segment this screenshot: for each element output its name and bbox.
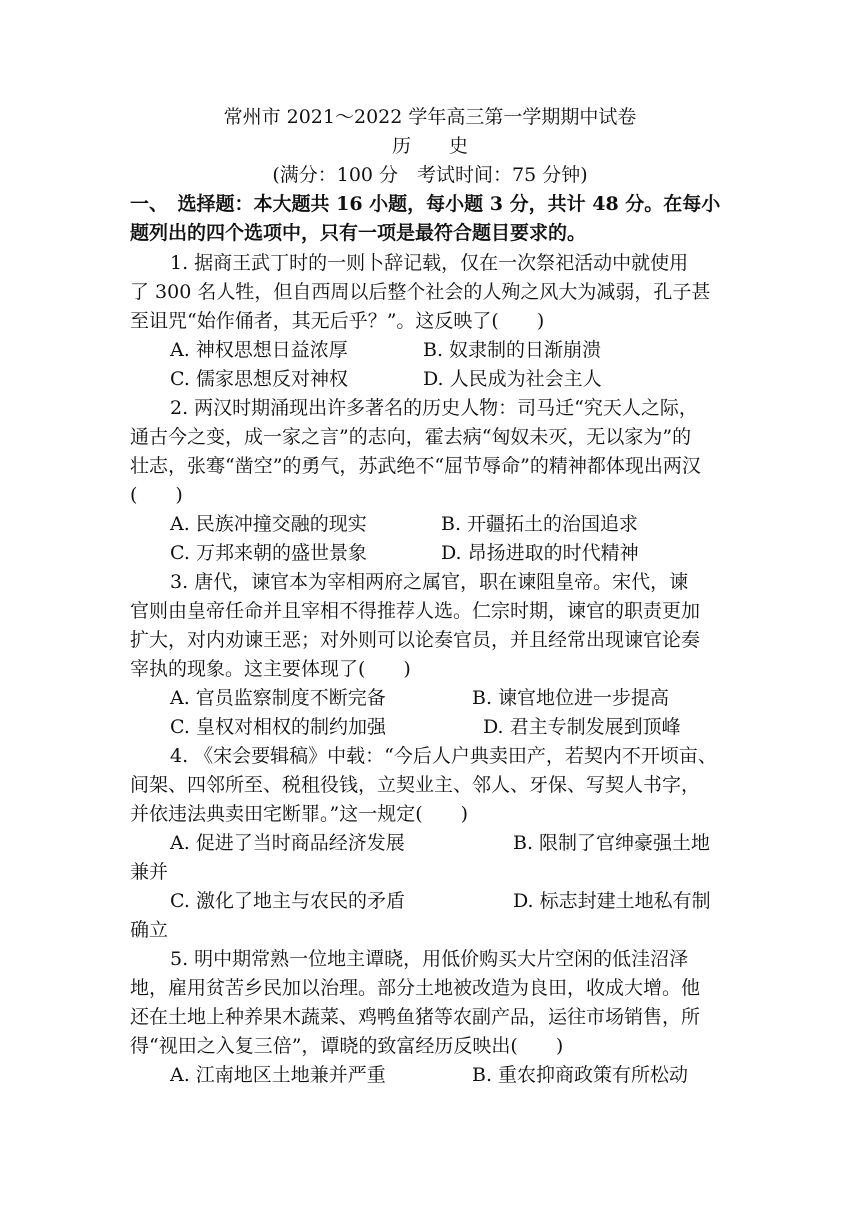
q4-stem-line1: 4. 《宋会要辑稿》中载：“今后人户典卖田产，若契内不开顷亩、: [170, 745, 717, 767]
q3-option-a: A. 官员监察制度不断完备: [170, 687, 386, 709]
q2-stem-line1: 2. 两汉时期涌现出许多著名的历史人物：司马迁“究天人之际，: [170, 397, 698, 419]
q1-option-a: A. 神权思想日益浓厚: [170, 339, 348, 361]
q4-option-c: C. 激化了地主与农民的矛盾: [170, 890, 405, 912]
q1-stem-line1: 1. 据商王武丁时的一则卜辞记载，仅在一次祭祀活动中就使用: [170, 252, 689, 274]
subject-title: 历 史: [391, 135, 468, 157]
q2-stem-line4: ( ): [130, 484, 183, 506]
q3-stem-line1: 3. 唐代，谏官本为宰相两府之属官，职在谏阻皇帝。宋代，谏: [170, 571, 689, 593]
section-heading-line1: 一、 选择题：本大题共 16 小题，每小题 3 分，共计 48 分。在每小: [130, 193, 721, 215]
q4-stem-line2: 间架、四邻所至、税租役钱，立契业主、邻人、牙保、写契人书字，: [130, 774, 701, 796]
q5-option-a: A. 江南地区土地兼并严重: [170, 1064, 386, 1086]
q2-option-c: C. 万邦来朝的盛世景象: [170, 542, 367, 564]
q2-stem-line3: 壮志，张骞“凿空”的勇气，苏武绝不“屈节辱命”的精神都体现出两汉: [130, 455, 701, 477]
q3-option-d: D. 君主专制发展到顶峰: [483, 716, 681, 738]
q3-stem-line2: 官则由皇帝任命并且宰相不得推荐人选。仁宗时期，谏官的职责更加: [130, 600, 701, 622]
q4-option-b: B. 限制了官绅豪强土地: [513, 832, 711, 854]
q5-stem-line2: 地，雇用贫苦乡民加以治理。部分土地被改造为良田，收成大增。他: [130, 977, 701, 999]
q5-stem-line1: 5. 明中期常熟一位地主谭晓，用低价购买大片空闲的低洼沼泽: [170, 948, 689, 970]
q3-stem-line3: 扩大，对内劝谏王恶；对外则可以论奏官员，并且经常出现谏官论奏: [130, 629, 701, 651]
q4-option-d-continued: 确立: [130, 919, 169, 941]
q1-option-b: B. 奴隶制的日渐崩溃: [423, 339, 602, 361]
q1-stem-line2: 了 300 名人牲，但自西周以后整个社会的人殉之风大为减弱，孔子甚: [130, 281, 711, 303]
q5-stem-line3: 还在土地上种养果木蔬菜、鸡鸭鱼猪等农副产品，运往市场销售，所: [130, 1006, 701, 1028]
q2-option-b: B. 开疆拓土的治国追求: [441, 513, 639, 535]
q2-stem-line2: 通古今之变，成一家之言”的志向，霍去病“匈奴未灭，无以家为”的: [130, 426, 692, 448]
q2-option-a: A. 民族冲撞交融的现实: [170, 513, 367, 535]
q3-stem-line4: 宰执的现象。这主要体现了( ): [130, 658, 411, 680]
q1-stem-line3: 至诅咒“始作俑者，其无后乎？”。这反映了( ): [130, 310, 545, 332]
q3-option-b: B. 谏官地位进一步提高: [472, 687, 670, 709]
q1-option-c: C. 儒家思想反对神权: [170, 368, 348, 390]
q1-option-d: D. 人民成为社会主人: [423, 368, 602, 390]
q4-option-d: D. 标志封建土地私有制: [513, 890, 711, 912]
q4-option-a: A. 促进了当时商品经济发展: [170, 832, 405, 854]
q4-option-b-continued: 兼并: [130, 861, 169, 883]
exam-meta: (满分：100 分 考试时间：75 分钟): [272, 164, 588, 186]
q5-stem-line4: 得“视田之入复三倍”，谭晓的致富经历反映出( ): [130, 1035, 564, 1057]
exam-title: 常州市 2021～2022 学年高三第一学期期中试卷: [223, 106, 637, 128]
q2-option-d: D. 昂扬进取的时代精神: [441, 542, 639, 564]
q4-stem-line3: 并依违法典卖田宅断罪。”这一规定( ): [130, 803, 469, 825]
section-heading-line2: 题列出的四个选项中，只有一项是最符合题目要求的。: [130, 222, 587, 244]
q3-option-c: C. 皇权对相权的制约加强: [170, 716, 386, 738]
q5-option-b: B. 重农抑商政策有所松动: [472, 1064, 689, 1086]
